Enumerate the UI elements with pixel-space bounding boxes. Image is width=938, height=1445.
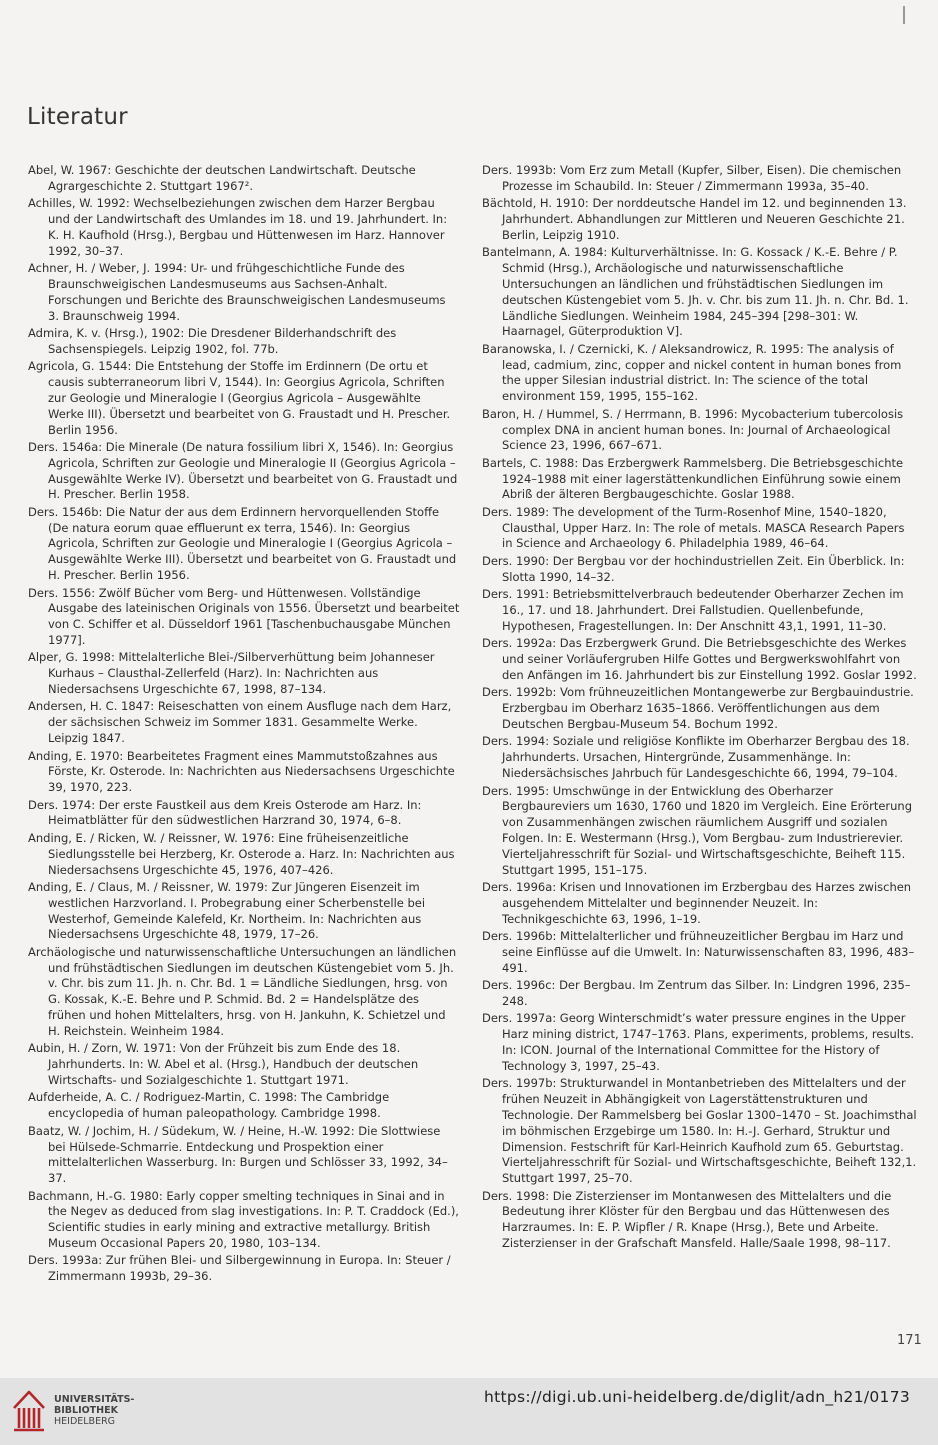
bibliography-entry: Aubin, H. / Zorn, W. 1971: Von der Frühzeit bis zum Ende des 18. Jahrhunderts. In: W. Abel et al. (Hrsg.), Handbuch der deutschen Wirtschafts- und Sozialgeschichte 1. Stuttgart 1971.: [28, 1041, 419, 1087]
bibliography-entry: Abel, W. 1967: Geschichte der deutschen Landwirtschaft. Deutsche Agrargeschichte 2. Stuttgart 1967².: [28, 163, 416, 193]
page-edge-mark: [903, 6, 905, 24]
library-name-line: HEIDELBERG: [54, 1416, 116, 1427]
bibliography-right-column: [482, 163, 918, 1253]
permalink-url[interactable]: https://digi.ub.uni-heidelberg.de/diglit/adn_h21/0173: [484, 1388, 911, 1406]
bibliography-entry: Agricola, G. 1544: Die Entstehung der Stoffe im Erdinnern (De ortu et causis subterraneorum libri V, 1544). In: Georgius Agricola, Schriften zur Geologie und Mineralogie I (Georgius Agricola – Ausgewählte Werke III). Übersetzt und bearbeitet von G. Fraustadt und H. Prescher. Berlin 1956.: [28, 359, 451, 437]
viewer-footer: [0, 1378, 938, 1445]
bibliography-left-column: [28, 163, 460, 1287]
bibliography-entry: Ders. 1996c: Der Bergbau. Im Zentrum das Silber. In: Lindgren 1996, 235–248.: [482, 978, 911, 1008]
bibliography-entry: Ders. 1546b: Die Natur der aus dem Erdinnern hervorquellenden Stoffe (De natura eorum quae effluerunt ex terra, 1546). In: Georgius Agricola, Schriften zur Geologie und Mineralogie I (Georgius Agricola – Ausgewählte Werke III). Übersetzt und bearbeitet von G. Fraustadt und H. Prescher. Berlin 1956.: [28, 504, 457, 583]
bibliography-entry: Ders. 1994: Soziale und religiöse Konflikte im Oberharzer Bergbau des 18. Jahrhunderts. Ursachen, Hintergründe, Zusammenhänge. In: Niedersächsisches Jahrbuch für Landesgeschichte 66, 1994, 79–104.: [482, 734, 910, 781]
bibliography-entry: Anding, E. / Claus, M. / Reissner, W. 1979: Zur Jüngeren Eisenzeit im westlichen Harzvorland. I. Probegrabung einer Scherbenstelle bei Westerhof, Gemeinde Kalefeld, Kr. Northeim. In: Nachrichten aus Niedersachsens Urgeschichte 48, 1979, 17–26.: [28, 880, 426, 942]
bibliography-entry: Bächtold, H. 1910: Der norddeutsche Handel im 12. und beginnenden 13. Jahrhundert. Abhandlungen zur Mittleren und Neueren Geschichte 21. Berlin, Leipzig 1910.: [482, 196, 907, 242]
bibliography-entry: Achilles, W. 1992: Wechselbeziehungen zwischen dem Harzer Bergbau und der Landwirtschaft des Umlandes im 18. und 19. Jahrhundert. In: K. H. Kaufhold (Hrsg.), Bergbau und Hüttenwesen im Harz. Hannover 1992, 30–37.: [28, 196, 448, 258]
library-name-line: BIBLIOTHEK: [54, 1405, 118, 1416]
bibliography-entry: Ders. 1556: Zwölf Bücher vom Berg- und Hüttenwesen. Vollständige Ausgabe des lateinischen Originals von 1556. Übersetzt und bearbeitet von C. Schiffer et al. Düsseldorf 1961 [Taschenbuchausgabe München 1977].: [28, 585, 460, 647]
bibliography-entry: Ders. 1546a: Die Minerale (De natura fossilium libri X, 1546). In: Georgius Agricola, Schriften zur Geologie und Mineralogie II (Georgius Agricola – Ausgewählte Werke IV). Übersetzt und bearbeitet von G. Fraustadt und H. Prescher. Berlin 1958.: [28, 439, 458, 502]
bibliography-entry: Anding, E. / Ricken, W. / Reissner, W. 1976: Eine früheisenzeitliche Siedlungsstelle bei Herzberg, Kr. Osterode a. Harz. In: Nachrichten aus Niedersachsens Urgeschichte 45, 1976, 407–426.: [28, 830, 455, 877]
bibliography-entry: Ders. 1992b: Vom frühneuzeitlichen Montangewerbe zur Bergbauindustrie. Erzbergbau im Oberharz 1635–1866. Veröffentlichungen aus dem Deutschen Bergbau-Museum 54. Bochum 1992.: [482, 685, 914, 731]
bibliography-entry: Ders. 1989: The development of the Turm-Rosenhof Mine, 1540–1820, Clausthal, Upper Harz. In: The role of metals. MASCA Research Papers in Science and Archaeology 6. Philadelphia 1989, 46–64.: [482, 504, 905, 551]
bibliography-entry: Archäologische und naturwissenschaftliche Untersuchungen an ländlichen und frühstädtischen Siedlungen im deutschen Küstengebiet vom 5. Jh. v. Chr. bis zum 11. Jh. n. Chr. Bd. 1 = Ländliche Siedlungen, hrsg. von G. Kossak, K.-E. Behre und P. Schmid. Bd. 2 = Handelsplätze des frühen und hohen Mittelalters, hrsg. von H. Jankuhn, K. Schietzel und H. Reichstein. Weinheim 1984.: [28, 944, 457, 1038]
bibliography-entry: Ders. 1991: Betriebsmittelverbrauch bedeutender Oberharzer Zechen im 16., 17. und 18. Jahrhundert. Drei Fallstudien. Quellenbefunde, Hypothesen, Fragestellungen. In: Der Anschnitt 43,1, 1991, 11–30.: [482, 587, 904, 633]
bibliography-entry: Ders. 1998: Die Zisterzienser im Montanwesen des Mittelalters und die Bedeutung ihrer Klöster für den Bergbau und das Hüttenwesen des Harzraumes. In: E. P. Wipfler / R. Knape (Hrsg.), Bete und Arbeite. Zisterzienser in der Grafschaft Mansfeld. Halle/Saale 1998, 98–117.: [482, 1188, 892, 1250]
bibliography-entry: Anding, E. 1970: Bearbeitetes Fragment eines Mammutstoßzahnes aus Förste, Kr. Osterode. In: Nachrichten aus Niedersachsens Urgeschichte 39, 1970, 223.: [28, 748, 455, 795]
bibliography-entry: Ders. 1992a: Das Erzbergwerk Grund. Die Betriebsgeschichte des Werkes und seiner Vorläufergruben Hilfe Gottes und Bergwerkswohlfahrt von den Anfängen im 16. Jahrhundert bis zur Einstellung 1992. Goslar 1992.: [482, 636, 917, 682]
bibliography-entry: Alper, G. 1998: Mittelalterliche Blei-/Silberverhüttung beim Johanneser Kurhaus – Clausthal-Zellerfeld (Harz). In: Nachrichten aus Niedersachsens Urgeschichte 67, 1998, 87–134.: [28, 650, 435, 696]
bibliography-entry: Bantelmann, A. 1984: Kulturverhältnisse. In: G. Kossack / K.-E. Behre / P. Schmid (Hrsg.), Archäologische und naturwissenschaftliche Untersuchungen an ländlichen und frühstädtischen Siedlungen im deutschen Küstengebiet vom 5. Jh. v. Chr. bis zum 11. Jh. n. Chr. Bd. 1. Ländliche Siedlungen. Weinheim 1984, 245–394 [298–301: W. Haarnagel, Güterproduktion V].: [482, 245, 909, 339]
bibliography-entry: Andersen, H. C. 1847: Reiseschatten von einem Ausfluge nach dem Harz, der sächsischen Schweiz im Sommer 1831. Gesammelte Werke. Leipzig 1847.: [28, 699, 452, 746]
bibliography-entry: Baranowska, I. / Czernicki, K. / Aleksandrowicz, R. 1995: The analysis of lead, cadmium, zinc, copper and nickel content in human bones from the upper Silesian industrial district. In: The science of the total environment 159, 1995, 155–162.: [482, 341, 902, 404]
bibliography-entry: Ders. 1990: Der Bergbau vor der hochindustriellen Zeit. Ein Überblick. In: Slotta 1990, 14–32.: [482, 553, 905, 584]
bibliography-entry: Aufderheide, A. C. / Rodriguez-Martin, C. 1998: The Cambridge encyclopedia of human paleopathology. Cambridge 1998.: [28, 1090, 390, 1121]
bibliography-entry: Ders. 1993b: Vom Erz zum Metall (Kupfer, Silber, Eisen). Die chemischen Prozesse im Schaubild. In: Steuer / Zimmermann 1993a, 35–40.: [482, 163, 902, 193]
bibliography-entry: Baatz, W. / Jochim, H. / Südekum, W. / Heine, H.-W. 1992: Die Slottwiese bei Hülsede-Schmarrie. Entdeckung und Prospektion einer mittelalterlichen Wasserburg. In: Burgen und Schlösser 33, 1992, 34–37.: [28, 1123, 448, 1186]
bibliography-entry: Ders. 1997b: Strukturwandel in Montanbetrieben des Mittelalters und der frühen Neuzeit in Abhängigkeit von Lagerstättenstrukturen und Technologie. Der Rammelsberg bei Goslar 1300–1470 – St. Joachimsthal im böhmischen Erzgebirge um 1580. In: H.-J. Gerhard, Struktur und Dimension. Festschrift für Karl-Heinrich Kaufhold zum 65. Geburtstag. Vierteljahresschrift für Sozial- und Wirtschaftsgeschichte, Beiheft 132,1. Stuttgart 1997, 25–70.: [482, 1076, 917, 1186]
bibliography-entry: Ders. 1996a: Krisen und Innovationen im Erzbergbau des Harzes zwischen ausgehendem Mittelalter und beginnender Neuzeit. In: Technikgeschichte 63, 1996, 1–19.: [482, 880, 912, 926]
library-name-line: UNIVERSITÄTS-: [54, 1394, 135, 1405]
bibliography-entry: Bachmann, H.-G. 1980: Early copper smelting techniques in Sinai and in the Negev as deduced from slag investigations. In: P. T. Craddock (Ed.), Scientific studies in early mining and extractive metallurgy. British Museum Occasional Papers 20, 1980, 103–134.: [28, 1188, 459, 1250]
page-title: Literatur: [27, 104, 128, 131]
bibliography-entry: Admira, K. v. (Hrsg.), 1902: Die Dresdener Bilderhandschrift des Sachsenspiegels. Leipzig 1902, fol. 77b.: [28, 326, 397, 356]
bibliography-entry: Ders. 1993a: Zur frühen Blei- und Silbergewinnung in Europa. In: Steuer / Zimmermann 1993b, 29–36.: [28, 1253, 451, 1284]
bibliography-entry: Ders. 1997a: Georg Winterschmidt’s water pressure engines in the Upper Harz mining district, 1747–1763. Plans, experiments, problems, results. In: ICON. Journal of the International Committee for the History of Technology 3, 1997, 25–43.: [482, 1011, 915, 1073]
bibliography-entry: Ders. 1974: Der erste Faustkeil aus dem Kreis Osterode am Harz. In: Heimatblätter für den südwestlichen Harzrand 30, 1974, 6–8.: [28, 797, 422, 828]
library-logo-icon: [10, 1388, 48, 1434]
bibliography-entry: Ders. 1995: Umschwünge in der Entwicklung des Oberharzer Bergbaureviers um 1630, 1760 und 1820 im Vergleich. Eine Erörterung von Zusammenhängen zwischen räumlichem Ausgriff und sozialen Folgen. In: E. Westermann (Hrsg.), Vom Bergbau- zum Industrierevier. Vierteljahresschrift für Sozial- und Wirtschaftsgeschichte, Beiheft 115. Stuttgart 1995, 151–175.: [482, 783, 913, 877]
bibliography-entry: Achner, H. / Weber, J. 1994: Ur- und frühgeschichtliche Funde des Braunschweigischen Landesmuseums aus Sachsen-Anhalt. Forschungen und Berichte des Braunschweigischen Landesmuseums 3. Braunschweig 1994.: [28, 261, 446, 323]
bibliography-entry: Bartels, C. 1988: Das Erzbergwerk Rammelsberg. Die Betriebsgeschichte 1924–1988 mit einer lagerstättenkundlichen Einführung sowie einem Abriß der älteren Bergbaugeschichte. Goslar 1988.: [482, 455, 904, 502]
bibliography-entry: Baron, H. / Hummel, S. / Herrmann, B. 1996: Mycobacterium tubercolosis complex DNA in ancient human bones. In: Journal of Archaeological Science 23, 1996, 667–671.: [482, 406, 904, 453]
bibliography-entry: Ders. 1996b: Mittelalterlicher und frühneuzeitlicher Bergbau im Harz und seine Einflüsse auf die Umwelt. In: Naturwissenschaften 83, 1996, 483–491.: [482, 929, 915, 975]
library-name[interactable]: [54, 1394, 134, 1427]
page-number: 171: [897, 1333, 922, 1348]
